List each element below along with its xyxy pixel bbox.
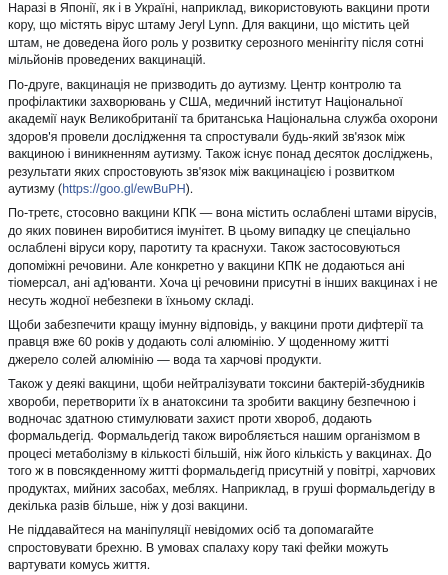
post-paragraph-2-text: По-друге, вакцинація не призводить до аутизму. Центр контролю та профілактики захворювань у США, медичний інститут Національної академії наук Великобританії та британська Національна служба охорони здоров'я провели дослідження та спростували будь-який зв'язок між вакциною і виникненням аутизму. Також існує понад десяток досліджень, результати яких спростовують зв'язок між вакцинацією і розвитком аутизму ( (8, 77, 438, 197)
source-link[interactable]: https://goo.gl/ewBuPH (62, 182, 186, 197)
post-paragraph-2 (8, 77, 442, 199)
post-paragraph-1: Наразі в Японії, як і в Україні, наприклад, використовують вакцини проти кору, що містять вірус штаму Jeryl Lynn. Для вакцини, що містить цей штам, не доведена його роль у розвитку серозного менінгіту після сотні мільйонів проведених вакцинацій. (8, 1, 430, 68)
post-paragraph-2-end: ). (185, 182, 194, 197)
post-paragraph-4: Щоби забезпечити кращу імунну відповідь, у вакцини проти дифтерії та правця вже 60 років у додають солі алюмінію. У щоденному житті джерело солей алюмінію — вода та харчові продукти. (8, 317, 424, 367)
post-paragraph-5: Також у деякі вакцини, щоби нейтралізувати токсини бактерій-збудників хвороби, перетворити їх в анатоксини та зробити вакцину безпечною і водночас здатною стимулювати захист проти хвороб, додають формальдегід. Формальдегід також виробляється нашим організмом в процесі метаболізму в кількості більшій, ніж його кількість у вакцинах. До того ж в повсякденному житті формальдегід присутній у повітрі, харчових продуктах, мийних засобах, меблях. Наприклад, в груші формальдегіду в декілька разів більше, ніж у дозі вакцини. (8, 377, 436, 513)
post-paragraph-3: По-третє, стосовно вакцини КПК — вона містить ослаблені штами вірусів, до яких повинен виробитися імунітет. В цьому випадку це спеціально ослаблені віруси кору, паротиту та краснухи. Також застосовуються допоміжні речовини. Але конкретно у вакцини КПК не додаються ані тіомерсал, ані ад'юванти. Хоча ці речовини присутні в інших вакцинах і не несуть жодної небезпеки в їхньому складі. (8, 206, 438, 308)
post-paragraph-6: Не піддавайтеся на маніпуляції невідомих осіб та допомагайте спростовувати брехню. В умовах спалаху кору такі фейки можуть вартувати комусь життя. (8, 523, 389, 573)
